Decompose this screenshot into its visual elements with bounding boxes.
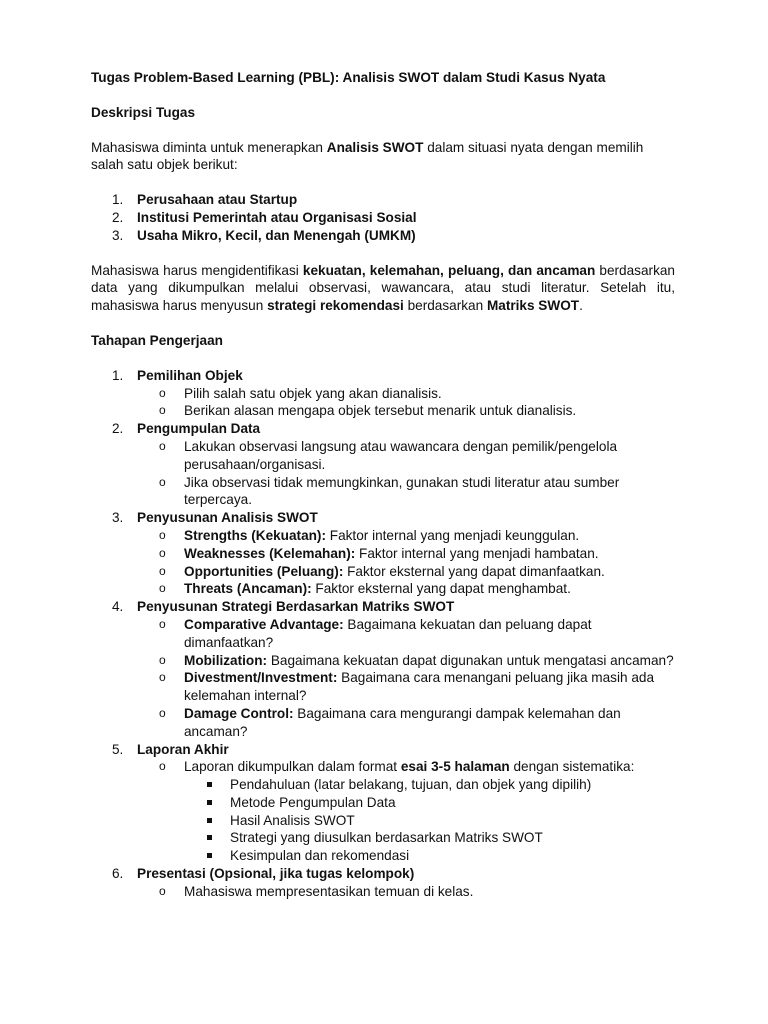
list-item: 1. Perusahaan atau Startup — [112, 192, 298, 208]
document-title: Tugas Problem-Based Learning (PBL): Analisis SWOT dalam Studi Kasus Nyata — [91, 70, 606, 85]
list-item: o Lakukan observasi langsung atau wawancara dengan pemilik/pengelola perusahaan/organisasi. — [159, 438, 618, 472]
list-item: Pendahuluan (latar belakang, tujuan, dan objek yang dipilih) — [184, 776, 675, 794]
step-item: 6. Presentasi (Opsional, jika tugas kelompok) o Mahasiswa mempresentasikan temuan di kelas. — [91, 865, 675, 901]
list-item: o Pilih salah satu objek yang akan dianalisis. — [159, 385, 442, 401]
list-item: o Laporan dikumpulkan dalam format esai 3-5 halaman dengan sistematika: Pendahuluan (latar belakang, tujuan, dan objek yang dipilih) Metode Pengumpulan Data Hasil Analisis SWOT Strategi yang diusulkan berdasarkan Matriks SWOT Kesimpulan dan rekomendasi — [137, 758, 675, 865]
list-item: o Berikan alasan mengapa objek tersebut menarik untuk dianalisis. — [159, 403, 577, 419]
list-item: o Threats (Ancaman): Faktor eksternal yang dapat menghambat. — [159, 581, 571, 597]
list-item: o Comparative Advantage: Bagaimana kekuatan dan peluang dapat dimanfaatkan? — [159, 616, 592, 650]
list-item: Hasil Analisis SWOT — [184, 812, 675, 830]
list-item: o Mobilization: Bagaimana kekuatan dapat digunakan untuk mengatasi ancaman? — [159, 652, 674, 668]
object-list — [91, 191, 675, 244]
list-item: o Divestment/Investment: Bagaimana cara menangani peluang jika masih ada kelemahan internal? — [159, 670, 654, 704]
list-item: o Jika observasi tidak memungkinkan, gunakan studi literatur atau sumber terpercaya. — [159, 474, 620, 508]
section-heading-deskripsi: Deskripsi Tugas — [91, 104, 196, 120]
section-heading-tahapan: Tahapan Pengerjaan — [91, 332, 223, 348]
list-item: 2. Institusi Pemerintah atau Organisasi Sosial — [112, 209, 417, 225]
list-item: 3. Usaha Mikro, Kecil, dan Menengah (UMKM) — [112, 227, 416, 243]
intro-text-end: dalam situasi nyata dengan memilih salah satu objek berikut: — [91, 139, 644, 173]
list-item: Metode Pengumpulan Data — [184, 794, 675, 812]
list-item: Strategi yang diusulkan berdasarkan Matriks SWOT — [184, 829, 675, 847]
step-item: 3. Penyusunan Analisis SWOT o Strengths (Kekuatan): Faktor internal yang menjadi keunggulan. o Weaknesses (Kelemahan): Faktor internal yang menjadi hambatan. o Opportunities (Peluang): Faktor eksternal yang dapat dimanfaatkan. o Threats (Ancaman): Faktor eksternal yang dapat menghambat. — [91, 509, 675, 598]
list-item: o Weaknesses (Kelemahan): Faktor internal yang menjadi hambatan. — [159, 545, 599, 561]
instruction-paragraph: Mahasiswa harus mengidentifikasi kekuatan, kelemahan, peluang, dan ancaman berdasarkan data yang dikumpulkan melalui observasi, wawancara, atau studi literatur. Setelah itu, mahasiswa harus menyusun strategi rekomendasi berdasarkan Matriks SWOT. — [91, 262, 675, 314]
list-item: o Strengths (Kekuatan): Faktor internal yang menjadi keunggulan. — [159, 527, 580, 543]
step-item: 5. Laporan Akhir o Laporan dikumpulkan dalam format esai 3-5 halaman dengan sistematika: Pendahuluan (latar belakang, tujuan, dan objek yang dipilih) Metode Pengumpulan Data Hasil Analisis SWOT Strategi yang diusulkan berdasarkan Matriks SWOT Kesimpulan dan rekomendasi — [91, 741, 675, 866]
intro-bold: Analisis SWOT — [326, 139, 424, 155]
steps-list — [91, 367, 675, 901]
list-item: Kesimpulan dan rekomendasi — [184, 847, 675, 865]
list-item: o Mahasiswa mempresentasikan temuan di kelas. — [159, 883, 474, 899]
step-item: 4. Penyusunan Strategi Berdasarkan Matriks SWOT o Comparative Advantage: Bagaimana kekuatan dan peluang dapat dimanfaatkan? o Mobilization: Bagaimana kekuatan dapat digunakan untuk mengatasi ancaman? o Divestment/Investment: Bagaimana cara menangani peluang jika masih ada kelemahan internal? o Damage Control: Bagaimana cara mengurangi dampak kelemahan dan ancaman? — [112, 599, 674, 739]
step-item: 1. Pemilihan Objek o Pilih salah satu objek yang akan dianalisis. o Berikan alasan mengapa objek tersebut menarik untuk dianalisis. — [91, 367, 675, 420]
intro-text: Mahasiswa diminta untuk menerapkan — [91, 139, 327, 155]
list-item: o Opportunities (Peluang): Faktor eksternal yang dapat dimanfaatkan. — [159, 563, 605, 579]
list-item: o Damage Control: Bagaimana cara mengurangi dampak kelemahan dan ancaman? — [159, 705, 621, 739]
step-item: 2. Pengumpulan Data o Lakukan observasi langsung atau wawancara dengan pemilik/pengelola perusahaan/organisasi. o Jika observasi tidak memungkinkan, gunakan studi literatur atau sumber terpercaya. — [91, 420, 675, 509]
intro-paragraph — [91, 139, 675, 175]
